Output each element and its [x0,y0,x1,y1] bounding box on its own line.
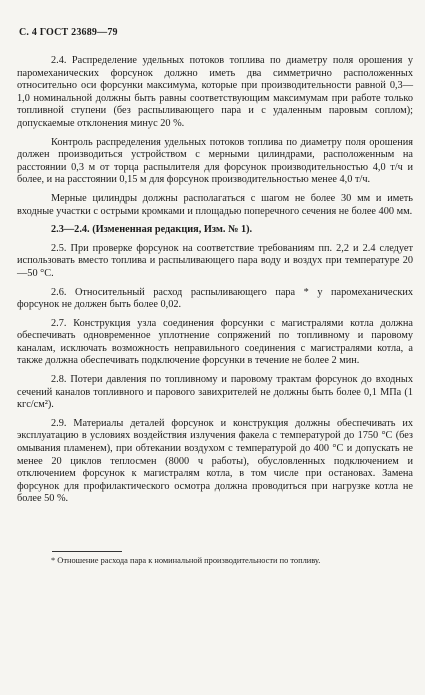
paragraph-2-7: 2.7. Конструкция узла соединения форсунки с магистралями котла должна обеспечивать одновременное уплотнение сопряжений по топливному и паровому каналам, исключать возможность неправильного соединения с магистралями котла, а также должна обеспечивать подключение форсунки в течение не более 2 мин. [17,317,413,367]
paragraph-2-8: 2.8. Потери давления по топливному и паровому трактам форсунок до входных сечений каналов топливного и парового завихрителей не должны быть более 0,1 МПа (1 кгс/см²). [17,374,413,411]
paragraph-2-4: 2.4. Распределение удельных потоков топлива по диаметру поля орошения у паромеханических форсунок должно иметь два симметрично расположенных относительно оси форсунки максимума, которые при производительности равной 0,3—1,0 номинальной должны быть равны соответствующим максимумам при работе только топливной ступени (без распыливающего пара и с удаленным паровым соплом); допускаемые отклонения минус 20 %. [17,55,413,129]
paragraph-cylinders: Мерные цилиндры должны располагаться с шагом не более 30 мм и иметь входные участки с острыми кромками и площадью поперечного сечения не более 400 мм. [17,192,413,217]
paragraph-2-6: 2.6. Относительный расход распыливающего пара * у паромеханических форсунок не должен быть более 0,02. [17,286,413,311]
paragraph-control: Контроль распределения удельных потоков топлива по диаметру поля орошения должен производиться устройством с мерными цилиндрами, расположенным на расстоянии 0,3 м от торца распылителя для форсунок производительностью 4,0 т/ч и более, и на расстоянии 0,15 м для форсунок производительностью менее 4,0 т/ч. [17,136,413,186]
paragraph-2-5: 2.5. При проверке форсунок на соответствие требованиям пп. 2,2 и 2.4 следует использовать вместо топлива и распыливающего пара воду и воздух при температуре 20—50 °С. [17,242,413,279]
document-body [17,55,413,506]
paragraph-2-9: 2.9. Материалы деталей форсунок и конструкция должны обеспечивать их эксплуатацию в условиях воздействия излучения факела с температурой до 1750 °С (без омывания пламенем), при обтекании воздухом с температурой до 400 °С и допускать не менее 20 циклов теплосмен (8000 ч работы), обусловленных подключением и отключением форсунок к магистралям котла, в том числе при остановах. Замена форсунок для профилактического осмотра должна проводиться при нагрузке котла не более 50 %. [17,417,413,505]
paragraph-amendment [17,224,413,237]
footnote-divider [52,551,122,552]
amendment-note: 2.3—2.4. (Измененная редакция, Изм. № 1). [51,224,253,236]
footnote: * Отношение расхода пара к номинальной производительности по топливу. [51,556,321,565]
page-header: С. 4 ГОСТ 23689—79 [19,27,118,38]
